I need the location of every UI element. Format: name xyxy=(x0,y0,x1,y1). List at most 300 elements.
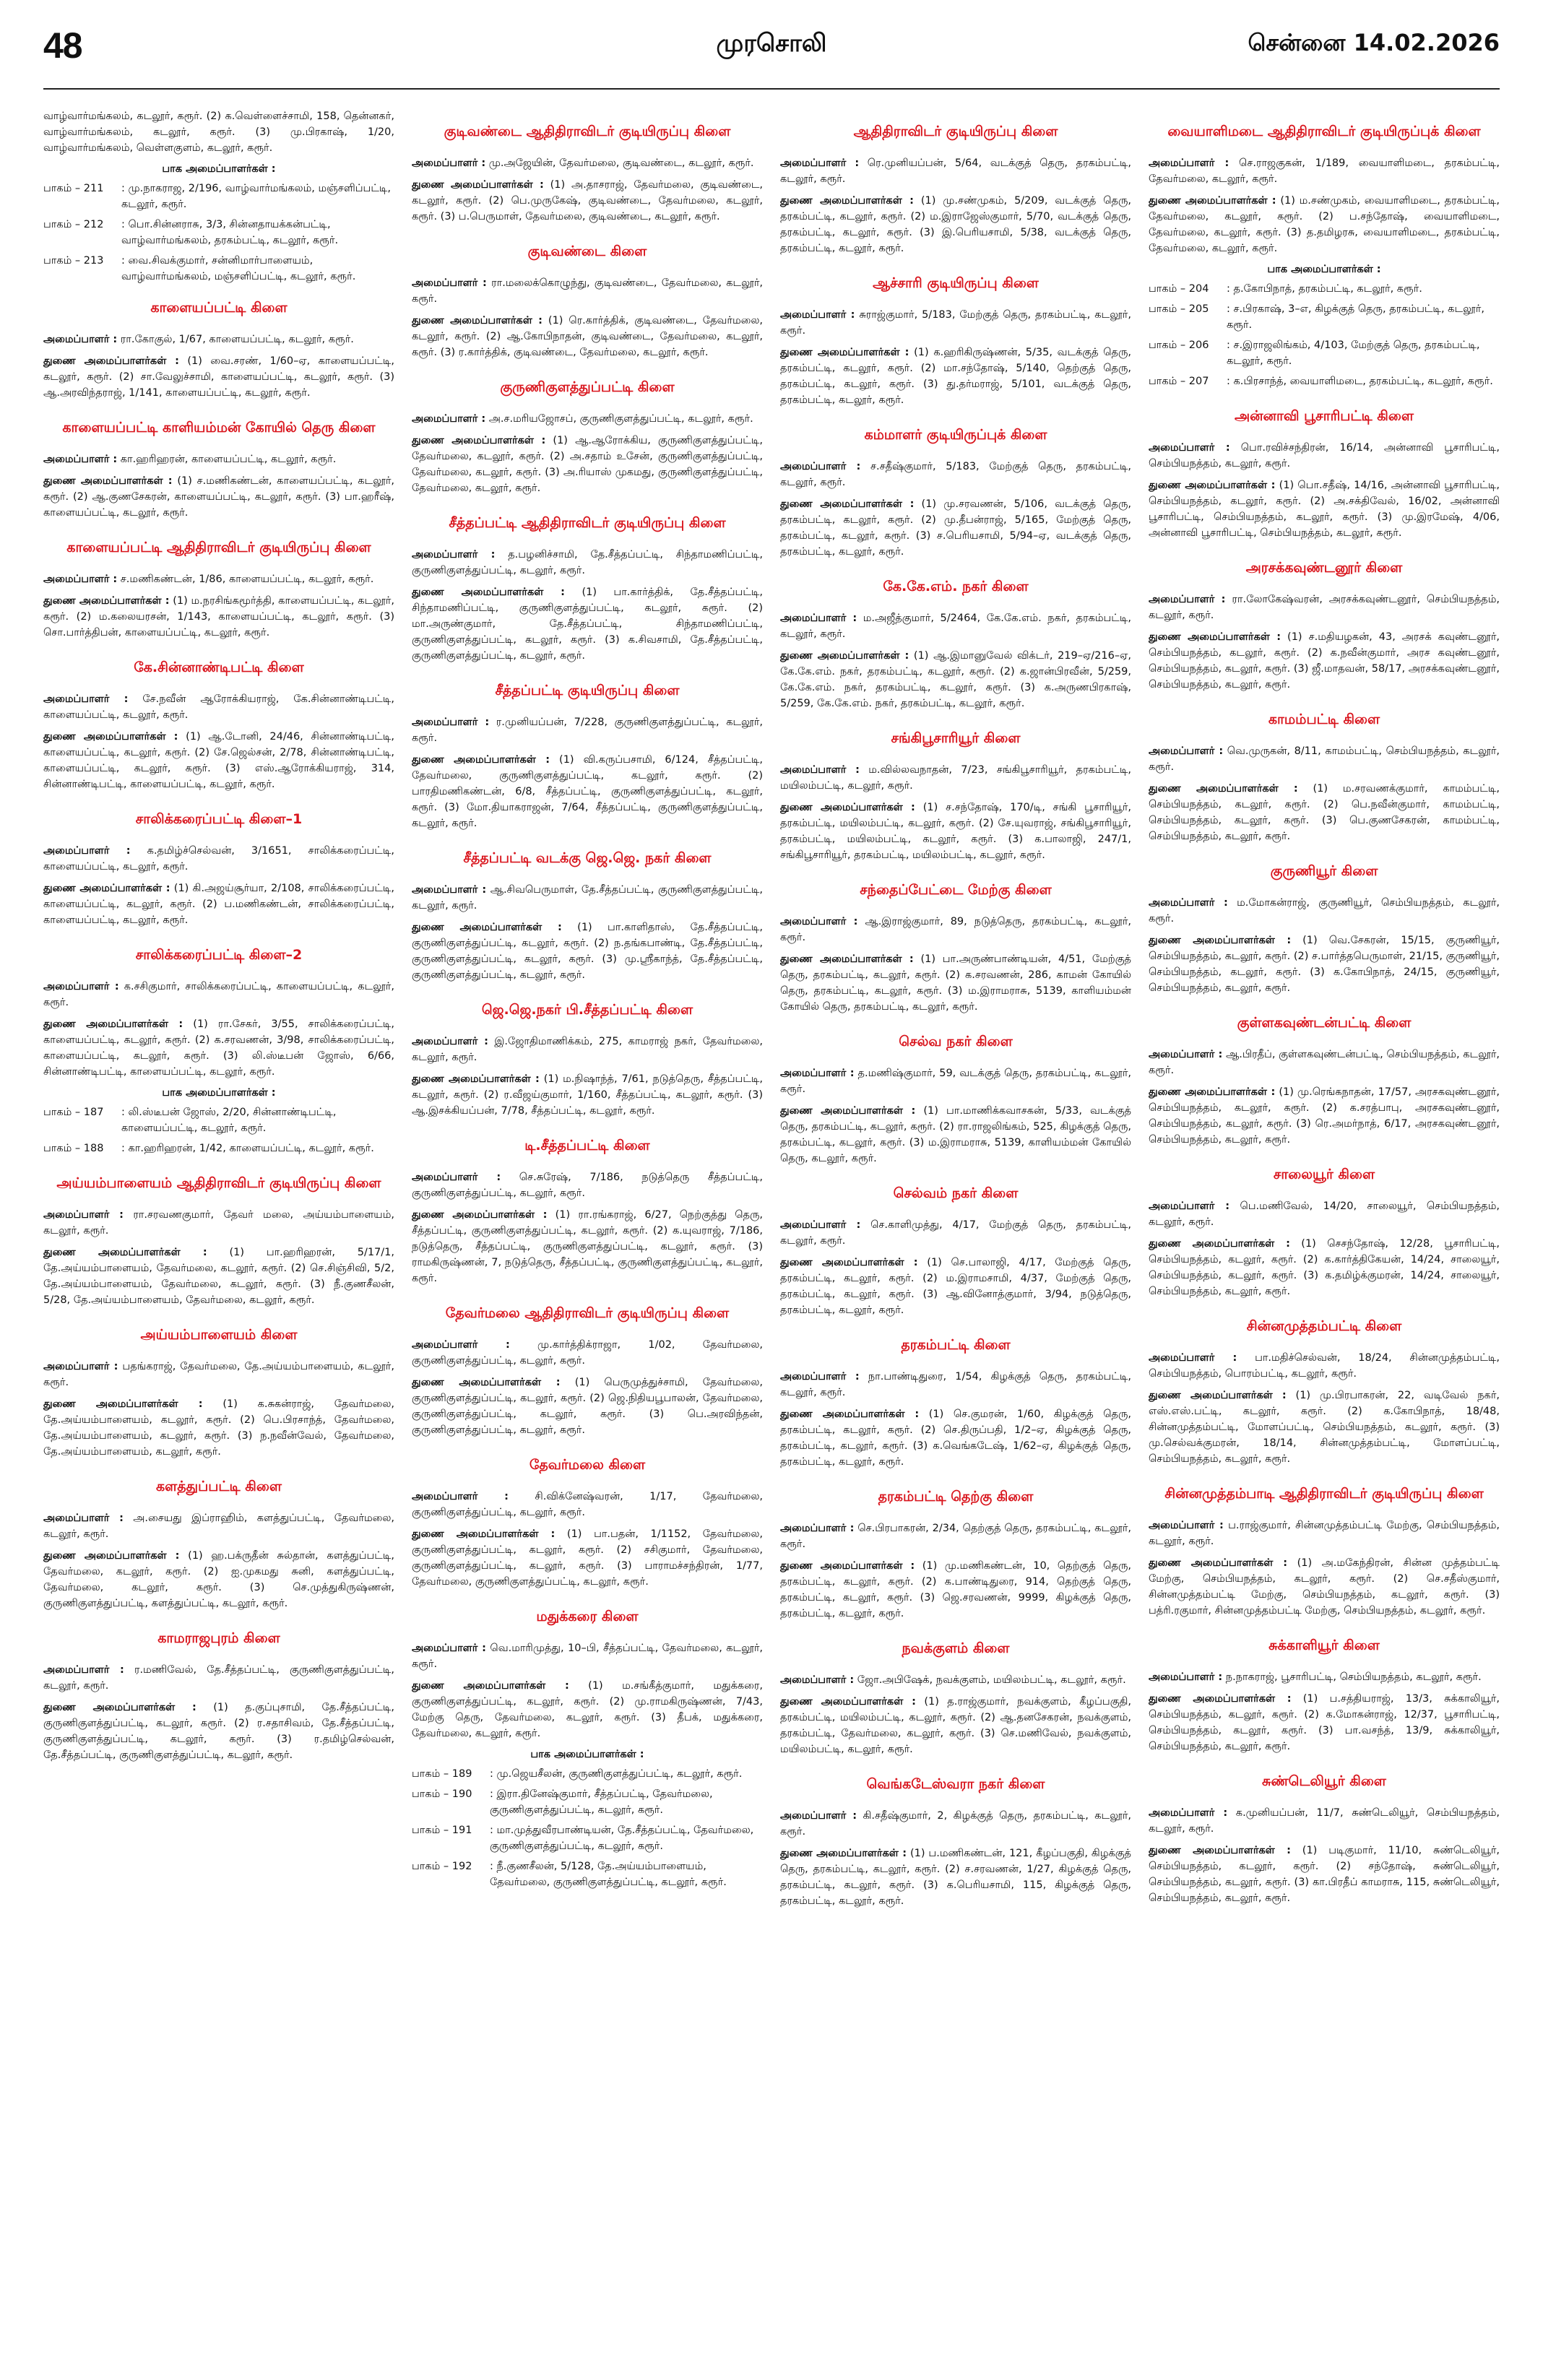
office-bearer-role: அமைப்பாளர் : xyxy=(43,454,118,465)
office-bearer-entry xyxy=(43,451,394,467)
booth-organiser-details: : கா.ஹரிஹரன், 1/42, காளையப்பட்டி, கடலூர், கரூர். xyxy=(121,1143,374,1154)
branch-section xyxy=(412,1000,763,1119)
office-bearer-role: அமைப்பாளர் : xyxy=(43,845,131,857)
office-bearer-role: துணை அமைப்பாளர்கள் : xyxy=(1149,935,1292,946)
branch-heading: சங்கிபூசாரியூர் கிளை xyxy=(891,730,1021,746)
office-bearer-entry xyxy=(412,1169,763,1201)
office-bearer-details: (1) த.குப்புசாமி, தே.சீத்தப்பட்டி, குருணிகுளத்துப்பட்டி, கடலூர், கரூர். (2) ர.சதாசிவம், தே.சீத்தப்பட்டி, குருணிகுளத்துப்பட்டி, கடலூர், கரூர். (3) ர.தமிழ்செல்வன், தே.சீத்தப்பட்டி, குருணிகுளத்துப்பட்டி, கடலூர், கரூர். xyxy=(43,1702,394,1761)
branch-heading: வையாளிமடை ஆதிதிராவிடர் குடியிருப்புக் கிளை xyxy=(1167,124,1481,139)
office-bearer-details: (1) ஹ.பக்ருதீன் சுல்தான், களத்துப்பட்டி, தேவர்மலை, கடலூர், கரூர். (2) ஐ.முகமது சுனி, களத்துப்பட்டி, தேவர்மலை, கடலூர், கரூர். (3) செ.முத்துகிருஷ்ணன், குருணிகுளத்துப்பட்டி, களத்துப்பட்டி, கடலூர், கரூர். xyxy=(43,1550,394,1609)
office-bearer-details: நா.பாண்டிதுரை, 1/54, கிழக்குத் தெரு, தரகம்பட்டி, கடலூர், கரூர். xyxy=(780,1371,1131,1398)
branch-heading: காமராஜபுரம் கிளை xyxy=(157,1630,280,1646)
office-bearer-role: துணை அமைப்பாளர்கள் : xyxy=(1149,1845,1291,1856)
booth-organiser xyxy=(412,1786,763,1818)
office-bearer-details: (1) அ.தாசராஜ், தேவர்மலை, குடிவண்டை, கடலூர், கரூர். (2) பெ.முருகேஷ், குடிவண்டை, தேவர்மலை, கடலூர், கரூர். (3) ப.பெருமாள், தேவர்மலை, குடிவண்டை, கடலூர், கரூர். xyxy=(412,179,763,222)
office-bearer-role: அமைப்பாளர் : xyxy=(1149,745,1224,757)
branch-heading: சின்னமுத்தம்பட்டி கிளை xyxy=(1246,1318,1402,1334)
office-bearer-role: துணை அமைப்பாளர்கள் : xyxy=(43,1702,196,1713)
office-bearer-details: மு.கார்த்திக்ராஜா, 1/02, தேவர்மலை, குருணிகுளத்துப்பட்டி, கடலூர், கரூர். xyxy=(412,1339,763,1367)
booth-number: பாகம் – 211 xyxy=(43,183,104,194)
office-bearer-details: (1) ஆ.டோனி, 24/46, சின்னாண்டிபட்டி, காளையப்பட்டி, கடலூர், கரூர். (2) சே.ஜெல்சன், 2/78, சின்னாண்டிபட்டி, காளையப்பட்டி, கடலூர், கரூர். (3) எஸ்.ஆரோக்கியராஜ், 314, சின்னாண்டிபட்டி, காளையப்பட்டி, கடலூர், கரூர். xyxy=(43,731,394,790)
booth-organiser-details: : இரா.தினேஷ்குமார், சீத்தப்பட்டி, தேவர்மலை, குருணிகுளத்துப்பட்டி, கடலூர், கரூர். xyxy=(490,1788,713,1816)
office-bearer-details: ஆ.இராஜ்குமார், 89, நடுத்தெரு, தரகம்பட்டி, கடலூர், கரூர். xyxy=(780,916,1131,943)
branch-heading: குள்ளகவுண்டன்பட்டி கிளை xyxy=(1237,1015,1412,1031)
office-bearer-entry xyxy=(780,800,1131,863)
branch-heading: சீத்தப்பட்டி ஆதிதிராவிடர் குடியிருப்பு கிளை xyxy=(449,515,726,531)
office-bearer-details: (1) பெருமுத்துச்சாமி, தேவர்மலை, குருணிகுளத்துப்பட்டி, கடலூர், கரூர். (2) ஜெ.நிதியபூபாலன், தேவர்மலை, குருணிகுளத்துப்பட்டி, கடலூர், கரூர். (3) பெ.அரவிந்தன், குருணிகுளத்துப்பட்டி, கடலூர், கரூர். xyxy=(412,1377,763,1436)
office-bearer-entry xyxy=(43,1662,394,1694)
office-bearer-role: அமைப்பாளர் : xyxy=(43,1361,118,1372)
office-bearer-details: (1) பா.ஹரிஹரன், 5/17/1, தே.அய்யம்பாளையம், தேவர்மலை, கடலூர், கரூர். (2) செ.சிஞ்சிவி, 5/2, தே.அய்யம்பாளையம், தேவர்மலை, கடலூர், கரூர். (3) நீ.குணசீலன், 5/28, தே.அய்யம்பாளையம், தேவர்மலை, கடலூர், கரூர். xyxy=(43,1247,394,1306)
branch-heading: செல்வ நகர் கிளை xyxy=(899,1034,1013,1050)
branch-heading: ஆதிதிராவிடர் குடியிருப்பு கிளை xyxy=(853,124,1058,139)
office-bearer-entry xyxy=(780,951,1131,1015)
branch-section xyxy=(780,122,1131,256)
office-bearer-role: அமைப்பாளர் : xyxy=(1149,1807,1228,1819)
booth-organiser-details: : மு.நாகராஜ, 2/196, வாழ்வார்மங்கலம், மஞ்சளிப்பட்டி, கடலூர், கரூர். xyxy=(121,183,392,210)
branch-heading: சுண்டெலியூர் கிளை xyxy=(1262,1773,1386,1789)
branch-heading: சீத்தப்பட்டி குடியிருப்பு கிளை xyxy=(495,683,680,698)
booth-organiser-details: : லி.ஸ்டீபன் ஜோஸ், 2/20, சின்னாண்டிபட்டி, காளையப்பட்டி, கடலூர், கரூர். xyxy=(121,1107,337,1134)
branch-section xyxy=(412,242,763,360)
office-bearer-entry xyxy=(1149,1198,1500,1230)
office-bearer-entry xyxy=(1149,1388,1500,1467)
office-bearer-entry xyxy=(780,1520,1131,1552)
office-bearer-details: பொ.ரவிச்சந்திரன், 16/14, அன்னாவி பூசாரிபட்டி, செம்பியநத்தம், கடலூர், கரூர். xyxy=(1149,442,1500,469)
booth-number: பாகம் – 207 xyxy=(1149,376,1209,387)
office-bearer-role: அமைப்பாளர் : xyxy=(1149,1671,1223,1683)
branch-section xyxy=(43,945,394,1156)
booth-number: பாகம் – 192 xyxy=(412,1861,472,1872)
office-bearer-entry xyxy=(1149,1805,1500,1837)
office-bearer-details: (1) ச.சந்தோஷ், 170/டி, சங்கி பூசாரியூர், தரகம்பட்டி, மயிலம்பட்டி, கடலூர், கரூர். (2) சே.யுவராஜ், சங்கிபூசாரியூர், தரகம்பட்டி, மயிலம்பட்டி, கடலூர், கரூர். (3) க.பாலாஜி, 247/1, சங்கிபூசாரியூர், தரகம்பட்டி, மயிலம்பட்டி, கடலூர், கரூர். xyxy=(780,802,1131,861)
branch-heading: டி.சீத்தப்பட்டி கிளை xyxy=(524,1138,650,1154)
branch-section xyxy=(412,122,763,225)
office-bearer-role: துணை அமைப்பாளர்கள் : xyxy=(780,1257,918,1268)
office-bearer-entry xyxy=(1149,1669,1500,1685)
branch-section xyxy=(780,1336,1131,1470)
office-bearer-entry xyxy=(1149,781,1500,844)
office-bearer-role: துணை அமைப்பாளர்கள் : xyxy=(1149,631,1281,643)
office-bearer-entry xyxy=(1149,1691,1500,1754)
office-bearer-details: ந.நாகராஜ், பூசாரிபட்டி, செம்பியநத்தம், கடலூர், கரூர். xyxy=(1225,1671,1482,1683)
branch-heading: குடிவண்டை ஆதிதிராவிடர் குடியிருப்பு கிளை xyxy=(444,124,731,139)
office-bearer-entry xyxy=(43,1207,394,1239)
office-bearer-details: க.தமிழ்ச்செல்வன், 3/1651, சாலிக்கரைப்பட்டி, காளையப்பட்டி, கடலூர், கரூர். xyxy=(43,845,394,873)
office-bearer-entry xyxy=(780,193,1131,256)
branch-section xyxy=(780,1639,1131,1757)
office-bearer-details: (1) கி.அஜய்சூர்யா, 2/108, சாலிக்கரைப்பட்டி, காளையப்பட்டி, கடலூர், கரூர். (2) ப.மணிகண்டன், சாலிக்கரைப்பட்டி, காளையப்பட்டி, கடலூர், கரூர். xyxy=(43,883,394,926)
office-bearer-role: அமைப்பாளர் : xyxy=(412,1491,509,1502)
branch-heading: காளையப்பட்டி காளியம்மன் கோயில் தெரு கிளை xyxy=(62,420,376,436)
office-bearer-role: துணை அமைப்பாளர்கள் : xyxy=(43,1018,183,1030)
office-bearer-details: (1) மு.சரவணன், 5/106, வடக்குத் தெரு, தரகம்பட்டி, கடலூர், கரூர். (2) மு.தீபன்ராஜ், 5/165, மேற்குத் தெரு, தரகம்பட்டி, கடலூர், கரூர். (3) ச.பெரியசாமி, 5/94–ஏ, வடக்குத் தெரு, தரகம்பட்டி, கடலூர், கரூர். xyxy=(780,498,1131,558)
office-bearer-role: அமைப்பாளர் : xyxy=(780,1810,857,1822)
office-bearer-entry xyxy=(780,610,1131,642)
booth-number: பாகம் – 204 xyxy=(1149,283,1209,295)
office-bearer-entry xyxy=(43,979,394,1011)
office-bearer-details: (1) ரெ.கார்த்திக், குடிவண்டை, தேவர்மலை, கடலூர், கரூர். (2) ஆ.கோபிநாதன், குடிவண்டை, தேவர்மலை, கடலூர், கரூர். (3) ர.கார்த்திக், குடிவண்டை, தேவர்மலை, கடலூர், கரூர். xyxy=(412,315,763,358)
office-bearer-details: ரா.லோகேஷ்வரன், அரசக்கவுண்டனூர், செம்பியநத்தம், கடலூர், கரூர். xyxy=(1149,594,1500,621)
branch-heading: அன்னாவி பூசாரிபட்டி கிளை xyxy=(1234,408,1414,424)
office-bearer-details: க.முனியப்பன், 11/7, சுண்டெலியூர், செம்பியநத்தம், கடலூர், கரூர். xyxy=(1149,1807,1500,1835)
office-bearer-entry xyxy=(780,307,1131,339)
office-bearer-role: அமைப்பாளர் : xyxy=(780,1523,855,1534)
office-bearer-entry xyxy=(780,1255,1131,1318)
office-bearer-entry xyxy=(1149,155,1500,187)
branch-section xyxy=(412,1136,763,1286)
office-bearer-role: துணை அமைப்பாளர்கள் : xyxy=(780,1560,915,1572)
office-bearer-details: (1) மு.ரெங்கநாதன், 17/57, அரசகவுண்டனூர், செம்பியநத்தம், கடலூர், கரூர். (2) க.சரத்பாபு, அரசகவுண்டனூர், செம்பியநத்தம், கடலூர், கரூர். (3) ரெ.அமர்நாத், 6/17, அரசகவுண்டனூர், செம்பியநத்தம், கடலூர், கரூர். xyxy=(1149,1086,1500,1146)
branch-heading: காமம்பட்டி கிளை xyxy=(1268,711,1380,727)
office-bearer-entry xyxy=(412,714,763,746)
office-bearer-details: ம.மோகன்ராஜ், குருணியூர், செம்பியநத்தம், கடலூர், கரூர். xyxy=(1149,897,1500,925)
office-bearer-entry xyxy=(780,1808,1131,1840)
branch-section xyxy=(780,1775,1131,1909)
office-bearer-entry xyxy=(780,345,1131,408)
office-bearer-role: துணை அமைப்பாளர்கள் : xyxy=(43,883,170,894)
office-bearer-entry xyxy=(780,1217,1131,1249)
office-bearer-details: (1) பொ.சதீஷ், 14/16, அன்னாவி பூசாரிபட்டி, செம்பியநத்தம், கடலூர், கரூர். (2) அ.சக்திவேல், 16/02, அன்னாவி பூசாரிபட்டி, செம்பியநத்தம், கடலூர், கரூர். (3) மு.இரமேஷ், 4/06, அன்னாவி பூசாரிபட்டி, செம்பியநத்தம், கடலூர், கரூர். xyxy=(1149,480,1500,539)
branch-section xyxy=(780,1487,1131,1622)
booth-organiser-details: : மு.ஜெயசீலன், குருணிகுளத்துப்பட்டி, கடலூர், கரூர். xyxy=(490,1768,743,1780)
branch-section xyxy=(412,1607,763,1890)
office-bearer-details: வெ.முருகன், 8/11, காமம்பட்டி, செம்பியநத்தம், கடலூர், கரூர். xyxy=(1149,745,1500,773)
office-bearer-role: துணை அமைப்பாளர்கள் : xyxy=(43,731,178,743)
branch-section xyxy=(1149,1772,1500,1906)
office-bearer-role: துணை அமைப்பாளர்கள் : xyxy=(412,1073,540,1085)
branch-section xyxy=(43,1629,394,1763)
office-bearer-entry xyxy=(43,473,394,521)
office-bearer-entry xyxy=(412,882,763,914)
office-bearer-entry xyxy=(780,155,1131,187)
office-bearer-details: (1) மு.சண்முகம், 5/209, வடக்குத் தெரு, தரகம்பட்டி, கடலூர், கரூர். (2) ம.இராஜேஸ்குமார், 5/70, வடக்குத் தெரு, தரகம்பட்டி, கடலூர், கரூர். (3) இ.பெரியசாமி, 5/38, வடக்குத் தெரு, தரகம்பட்டி, கடலூர், கரூர். xyxy=(780,195,1131,254)
column-1 xyxy=(43,108,394,2362)
office-bearer-entry xyxy=(1149,1236,1500,1299)
office-bearer-details: (1) ம.சண்முகம், வையாளிமடை, தரகம்பட்டி, தேவர்மலை, கடலூர், கரூர். (2) ப.சந்தோஷ், வையாளிமடை, தேவர்மலை, கடலூர், கரூர். (3) த.தமிழரசு, வையாளிமடை, தரகம்பட்டி, தேவர்மலை, கடலூர், கரூர். xyxy=(1149,195,1500,254)
booth-organiser xyxy=(43,1141,394,1156)
office-bearer-details: (1) செ.பாலாஜி, 4/17, மேற்குத் தெரு, தரகம்பட்டி, கடலூர், கரூர். (2) ம.இராமசாமி, 4/37, மேற்குத் தெரு, தரகம்பட்டி, கடலூர், கரூர். (3) ஆ.வினோத்குமார், 3/94, நடுத்தெரு, தரகம்பட்டி, கடலூர், கரூர். xyxy=(780,1257,1131,1316)
office-bearer-details: ம.அஜீத்குமார், 5/2464, கே.கே.எம். நகர், தரகம்பட்டி, கடலூர், கரூர். xyxy=(780,613,1131,640)
office-bearer-entry xyxy=(780,1103,1131,1167)
branch-heading: அய்யம்பாளையம் கிளை xyxy=(140,1327,298,1343)
branch-section xyxy=(780,1032,1131,1167)
office-bearer-entry xyxy=(1149,592,1500,623)
office-bearer-details: ர.முனியப்பன், 7/228, குருணிகுளத்துப்பட்டி, கடலூர், கரூர். xyxy=(412,717,763,744)
office-bearer-entry xyxy=(1149,440,1500,472)
office-bearer-role: துணை அமைப்பாளர்கள் : xyxy=(43,595,170,607)
office-bearer-role: அமைப்பாளர் : xyxy=(412,1036,488,1047)
office-bearer-entry xyxy=(780,496,1131,560)
booth-organiser-details: : ச.இராஜலிங்கம், 4/103, மேற்குத் தெரு, தரகம்பட்டி, கடலூர், கரூர். xyxy=(1227,339,1480,367)
office-bearer-role: அமைப்பாளர் : xyxy=(1149,897,1228,909)
booth-organiser xyxy=(1149,281,1500,297)
office-bearer-details: பா.மதிச்செல்வன், 18/24, சின்னமுத்தம்பட்டி, செம்பியநத்தம், பொரம்பட்டி, கடலூர், கரூர். xyxy=(1149,1352,1500,1380)
office-bearer-role: அமைப்பாளர் : xyxy=(780,1219,861,1231)
office-bearer-details: (1) மு.பிரபாகரன், 22, வடிவேல் நகர், எஸ்.எஸ்.பட்டி, கடலூர், கரூர். (2) க.கோபிநாத், 18/48, சின்னமுத்தம்பட்டி, மோளப்பட்டி, செம்பியநத்தம், கடலூர், கரூர். (3) மு.செல்வக்குமரன், 18/14, சின்னமுத்தம்பட்டி, மோளப்பட்டி, செம்பியநத்தம், கடலூர், கரூர். xyxy=(1149,1390,1500,1465)
office-bearer-entry xyxy=(1149,1084,1500,1148)
masthead-rule xyxy=(43,88,1500,90)
office-bearer-details: (1) ரா.சேகர், 3/55, சாலிக்கரைப்பட்டி, காளையப்பட்டி, கடலூர், கரூர். (2) க.சரவணன், 3/98, சாலிக்கரைப்பட்டி, காளையப்பட்டி, கடலூர், கரூர். (3) லி.ஸ்டீபன் ஜோஸ், 6/66, சின்னாண்டிபட்டி, காளையப்பட்டி, கடலூர், கரூர். xyxy=(43,1018,394,1078)
booth-number: பாகம் – 206 xyxy=(1149,339,1209,351)
office-bearer-entry xyxy=(412,1678,763,1741)
office-bearer-details: த.பழனிச்சாமி, தே.சீத்தப்பட்டி, சிந்தாமணிப்பட்டி, குருணிகுளத்துப்பட்டி, கடலூர், கரூர். xyxy=(412,549,763,576)
office-bearer-role: துணை அமைப்பாளர்கள் : xyxy=(412,587,565,598)
office-bearer-entry xyxy=(43,1700,394,1763)
booth-organisers-heading: பாக அமைப்பாளர்கள் : xyxy=(530,1749,644,1760)
column-3 xyxy=(780,108,1131,2362)
office-bearer-role: துணை அமைப்பாளர்கள் : xyxy=(1149,1390,1287,1401)
branch-section xyxy=(412,514,763,664)
office-bearer-role: அமைப்பாளர் : xyxy=(43,334,118,345)
booth-organiser xyxy=(1149,301,1500,333)
office-bearer-details: த.மணிஷ்குமார், 59, வடக்குத் தெரு, தரகம்பட்டி, கடலூர், கரூர். xyxy=(780,1068,1131,1095)
office-bearer-role: துணை அமைப்பாளர்கள் : xyxy=(1149,1557,1288,1569)
branch-heading: சுக்காளியூர் கிளை xyxy=(1268,1637,1380,1653)
office-bearer-entry xyxy=(1149,743,1500,775)
office-bearer-entry xyxy=(780,762,1131,794)
office-bearer-role: துணை அமைப்பாளர்கள் : xyxy=(412,1528,556,1540)
booth-organiser-details: : மா.முத்துவீரபாண்டியன், தே.சீத்தப்பட்டி, தேவர்மலை, குருணிகுளத்துப்பட்டி, கடலூர், கரூர். xyxy=(490,1825,754,1852)
booth-number: பாகம் – 213 xyxy=(43,255,104,267)
office-bearer-role: துணை அமைப்பாளர்கள் : xyxy=(1149,1086,1276,1098)
newspaper-name: முரசொலி xyxy=(716,29,827,58)
office-bearer-role: துணை அமைப்பாளர்கள் : xyxy=(780,195,914,207)
office-bearer-entry xyxy=(43,332,394,347)
booth-organiser-details: : த.கோபிநாத், தரகம்பட்டி, கடலூர், கரூர். xyxy=(1227,283,1422,295)
office-bearer-role: அமைப்பாளர் : xyxy=(412,1339,510,1351)
booth-organiser xyxy=(43,217,394,248)
office-bearer-entry xyxy=(780,1845,1131,1909)
office-bearer-details: (1) படிகுமார், 11/10, சுண்டெலியூர், செம்பியநத்தம், கடலூர், கரூர். (2) சந்தோஷ், சுண்டெலியூர், செம்பியநத்தம், கடலூர், கரூர். (3) கா.பிரதீப் காமராசு, 115, சுண்டெலியூர், செம்பியநத்தம், கடலூர், கரூர். xyxy=(1149,1845,1500,1904)
office-bearer-role: அமைப்பாளர் : xyxy=(412,157,486,169)
branch-heading: நவக்குளம் கிளை xyxy=(902,1640,1010,1656)
office-bearer-role: துணை அமைப்பாளர்கள் : xyxy=(1149,783,1298,795)
booth-organiser xyxy=(412,1766,763,1782)
booth-organiser xyxy=(412,1858,763,1890)
office-bearer-entry xyxy=(1149,1350,1500,1382)
office-bearer-role: அமைப்பாளர் : xyxy=(780,916,858,927)
booth-number: பாகம் – 187 xyxy=(43,1107,104,1118)
branch-section xyxy=(43,418,394,521)
branch-heading: தரகம்பட்டி கிளை xyxy=(901,1337,1011,1353)
office-bearer-entry xyxy=(43,593,394,641)
branch-section xyxy=(1149,1317,1500,1467)
office-bearer-role: அமைப்பாளர் : xyxy=(780,461,861,472)
office-bearer-details: (1) ப.மணிகண்டன், 121, கீழப்பகுதி, கிழக்குத் தெரு, தரகம்பட்டி, கடலூர், கரூர். (2) ச.சரவணன், 1/27, கிழக்குத் தெரு, தரகம்பட்டி, கடலூர், கரூர். (3) க.பெரியசாமி, 115, கிழக்குத் தெரு, தரகம்பட்டி, கடலூர், கரூர். xyxy=(780,1848,1131,1907)
office-bearer-details: (1) பா.காளிதாஸ், தே.சீத்தப்பட்டி, குருணிகுளத்துப்பட்டி, கடலூர், கரூர். (2) ந.தங்கபாண்டி, தே.சீத்தப்பட்டி, குருணிகுளத்துப்பட்டி, கடலூர், கரூர். (3) மு.ஸ்ரீகாந்த், தே.சீத்தப்பட்டி, குருணிகுளத்துப்பட்டி, கடலூர், கரூர். xyxy=(412,922,763,981)
branch-heading: ஆச்சாரி குடியிருப்பு கிளை xyxy=(873,275,1039,291)
office-bearer-role: துணை அமைப்பாளர்கள் : xyxy=(780,347,909,358)
office-bearer-role: அமைப்பாளர் : xyxy=(1149,594,1226,605)
branch-section xyxy=(1149,1636,1500,1754)
branch-section xyxy=(1149,558,1500,693)
office-bearer-role: அமைப்பாளர் : xyxy=(43,1664,124,1676)
office-bearer-role: அமைப்பாளர் : xyxy=(1149,1200,1230,1212)
booth-number: பாகம் – 190 xyxy=(412,1788,472,1800)
office-bearer-details: கா.ஹரிஹரன், காளையப்பட்டி, கடலூர், கரூர். xyxy=(120,454,337,465)
office-bearer-entry xyxy=(412,1207,763,1286)
office-bearer-entry xyxy=(1149,629,1500,693)
article-columns xyxy=(43,108,1500,2362)
office-bearer-entry xyxy=(43,1245,394,1308)
branch-section xyxy=(412,1455,763,1590)
office-bearer-entry xyxy=(412,1489,763,1520)
booth-organiser-details: : ச.பிரகாஷ், 3–எ, கிழக்குத் தெரு, தரகம்பட்டி, கடலூர், கரூர். xyxy=(1227,303,1484,331)
office-bearer-entry xyxy=(412,1337,763,1369)
office-bearer-entry xyxy=(412,919,763,983)
office-bearer-role: துணை அமைப்பாளர்கள் : xyxy=(412,435,546,446)
office-bearer-entry xyxy=(412,1526,763,1590)
branch-heading: ஜெ.ஜெ.நகர் பி.சீத்தப்பட்டி கிளை xyxy=(481,1002,693,1018)
office-bearer-details: ஆ.பிரதீப், குள்ளகவுண்டன்பட்டி, செம்பியநத்தம், கடலூர், கரூர். xyxy=(1149,1049,1500,1076)
office-bearer-role: அமைப்பாளர் : xyxy=(1149,1049,1223,1060)
branch-section xyxy=(1149,1165,1500,1299)
office-bearer-entry xyxy=(1149,1047,1500,1078)
office-bearer-role: துணை அமைப்பாளர்கள் : xyxy=(780,1848,907,1859)
branch-section xyxy=(412,681,763,831)
office-bearer-role: துணை அமைப்பாளர்கள் : xyxy=(780,1696,916,1708)
office-bearer-details: (1) ச.மதியழகன், 43, அரசக் கவுண்டனூர், செம்பியநத்தம், கடலூர், கரூர். (2) க.நவீன்குமார், அரச கவுண்டனூர், செம்பியநத்தம், கடலூர், கரூர். (3) ஜீ.மாதவன், 58/17, அரசக்கவுண்டனூர், செம்பியநத்தம், கடலூர், கரூர். xyxy=(1149,631,1500,691)
office-bearer-entry xyxy=(412,177,763,225)
office-bearer-details: (1) செ.குமரன், 1/60, கிழக்குத் தெரு, தரகம்பட்டி, கடலூர், கரூர். (2) செ.திருப்பதி, 1/2–ஏ, கிழக்குத் தெரு, தரகம்பட்டி, கடலூர், கரூர். (3) க.வெங்கடேஷ், 1/62–ஏ, கிழக்குத் தெரு, தரகம்பட்டி, கடலூர், கரூர். xyxy=(780,1408,1131,1468)
office-bearer-details: (1) க.சுகன்ராஜ், தேவர்மலை, தே.அய்யம்பாளையம், கடலூர், கரூர். (2) பெ.பிரசாந்த், தேவர்மலை, தே.அய்யம்பாளையம், கடலூர், கரூர். (3) ந.நவீன்வேல், தேவர்மலை, தே.அய்யம்பாளையம், கடலூர், கரூர். xyxy=(43,1398,394,1458)
office-bearer-role: துணை அமைப்பாளர்கள் : xyxy=(412,1377,561,1388)
office-bearer-entry xyxy=(43,691,394,723)
office-bearer-role: அமைப்பாளர் : xyxy=(1149,1352,1237,1364)
office-bearer-role: அமைப்பாளர் : xyxy=(412,1643,486,1654)
office-bearer-details: பெ.மணிவேல், 14/20, சாலையூர், செம்பியநத்தம், கடலூர், கரூர். xyxy=(1149,1200,1500,1228)
office-bearer-entry xyxy=(412,411,763,427)
branch-section xyxy=(1149,122,1500,389)
office-bearer-entry xyxy=(412,1034,763,1065)
branch-heading: மதுக்கரை கிளை xyxy=(536,1609,639,1624)
branch-heading: காளையப்பட்டி கிளை xyxy=(150,300,288,316)
office-bearer-entry xyxy=(780,1672,1131,1688)
office-bearer-entry xyxy=(780,1694,1131,1757)
office-bearer-details: சி.விக்னேஷ்வரன், 1/17, தேவர்மலை, குருணிகுளத்துப்பட்டி, கடலூர், கரூர். xyxy=(412,1491,763,1518)
office-bearer-details: இ.ஜோதிமாணிக்கம், 275, காமராஜ் நகர், தேவர்மலை, கடலூர், கரூர். xyxy=(412,1036,763,1063)
office-bearer-role: துணை அமைப்பாளர்கள் : xyxy=(43,1247,207,1258)
booth-organiser xyxy=(412,1822,763,1854)
branch-section xyxy=(43,1477,394,1611)
office-bearer-entry xyxy=(412,155,763,171)
masthead xyxy=(43,20,1500,85)
office-bearer-entry xyxy=(780,1065,1131,1097)
office-bearer-entry xyxy=(1149,477,1500,541)
office-bearer-details: (1) ம.சங்கீத்குமார், மதுக்கரை, குருணிகுளத்துப்பட்டி, கடலூர், கரூர். (2) மு.ராமகிருஷ்ணன், 7/43, மேற்கு தெரு, தேவர்மலை, கடலூர், கரூர். (3) தீபக், மதுக்கரை, தேவர்மலை, கடலூர், கரூர். xyxy=(412,1680,763,1739)
booth-organiser-details: : க.பிரசாந்த், வையாளிமடை, தரகம்பட்டி, கடலூர், கரூர். xyxy=(1227,376,1493,387)
branch-section xyxy=(43,810,394,928)
branch-section xyxy=(43,538,394,641)
office-bearer-entry xyxy=(1149,932,1500,996)
booth-organiser xyxy=(43,253,394,285)
office-bearer-role: அமைப்பாளர் : xyxy=(412,549,496,561)
office-bearer-role: அமைப்பாளர் : xyxy=(43,981,119,992)
branch-heading: சாலிக்கரைப்பட்டி கிளை–2 xyxy=(135,947,303,963)
office-bearer-entry xyxy=(43,353,394,401)
continued-text: வாழ்வார்மங்கலம், கடலூர், கரூர். (2) க.வெள்ளைச்சாமி, 158, தென்னகர், வாழ்வார்மங்கலம், கடலூர், கரூர். (3) மு.பிரகாஷ், 1/20, வாழ்வார்மங்கலம், வெள்ளகுளம், கடலூர், கரூர். xyxy=(43,111,394,154)
booth-number: பாகம் – 188 xyxy=(43,1143,104,1154)
office-bearer-role: துணை அமைப்பாளர்கள் : xyxy=(412,754,550,766)
office-bearer-details: ஆ.சிவபெருமாள், தே.சீத்தப்பட்டி, குருணிகுளத்துப்பட்டி, கடலூர், கரூர். xyxy=(412,884,763,912)
branch-section xyxy=(780,274,1131,408)
office-bearer-details: (1) செசந்தோஷ், 12/28, பூசாரிபட்டி, செம்பியநத்தம், கடலூர், கரூர். (2) க.கார்த்திகேயன், 14/24, சாலையூர், செம்பியநத்தம், கடலூர், கரூர். (3) க.தமிழ்க்குமரன், 14/24, சாலையூர், செம்பியநத்தம், கடலூர், கரூர். xyxy=(1149,1238,1500,1297)
office-bearer-entry xyxy=(1149,895,1500,927)
office-bearer-role: அமைப்பாளர் : xyxy=(780,613,857,624)
office-bearer-role: துணை அமைப்பாளர்கள் : xyxy=(780,1105,916,1117)
office-bearer-role: துணை அமைப்பாளர்கள் : xyxy=(43,1398,203,1410)
column-2 xyxy=(412,108,763,2362)
office-bearer-role: அமைப்பாளர் : xyxy=(780,157,860,169)
office-bearer-details: (1) ம.நிஷாந்த், 7/61, நடுத்தெரு, சீத்தப்பட்டி, கடலூர், கரூர். (2) ர.வீஜய்குமார், 1/160, சீத்தப்பட்டி, கடலூர், கரூர். (3) ஆ.இசக்கியப்பன், 7/78, சீத்தப்பட்டி, கடலூர், கரூர். xyxy=(412,1073,763,1117)
office-bearer-entry xyxy=(1149,193,1500,256)
booth-organisers-heading: பாக அமைப்பாளர்கள் : xyxy=(162,163,276,175)
office-bearer-entry xyxy=(412,547,763,579)
office-bearer-details: ச.சதீஷ்குமார், 5/183, மேற்குத் தெரு, தரகம்பட்டி, கடலூர், கரூர். xyxy=(780,461,1131,488)
branch-heading: காளையப்பட்டி ஆதிதிராவிடர் குடியிருப்பு கிளை xyxy=(66,540,371,555)
office-bearer-details: சுராஜ்குமார், 5/183, மேற்குத் தெரு, தரகம்பட்டி, கடலூர், கரூர். xyxy=(780,309,1131,337)
office-bearer-entry xyxy=(43,1548,394,1611)
office-bearer-role: அமைப்பாளர் : xyxy=(43,1209,124,1221)
office-bearer-entry xyxy=(412,584,763,664)
office-bearer-details: ச.மணிகண்டன், 1/86, காளையப்பட்டி, கடலூர், கரூர். xyxy=(120,574,374,585)
office-bearer-details: (1) ஆ.ஆரோக்கிய, குருணிகுளத்துப்பட்டி, தேவர்மலை, கடலூர், கரூர். (2) அ.சதாம் உசேன், குருணிகுளத்துப்பட்டி, தேவர்மலை, கடலூர், கரூர். (3) அ.ரியாஸ் முகமது, குருணிகுளத்துப்பட்டி, தேவர்மலை, கடலூர், கரூர். xyxy=(412,435,763,494)
office-bearer-details: செ.ராஜகுகன், 1/189, வையாளிமடை, தரகம்பட்டி, தேவர்மலை, கடலூர், கரூர். xyxy=(1149,157,1500,185)
office-bearer-entry xyxy=(1149,1843,1500,1906)
office-bearer-role: அமைப்பாளர் : xyxy=(1149,442,1230,454)
branch-heading: அரசக்கவுண்டனூர் கிளை xyxy=(1245,560,1403,576)
office-bearer-entry xyxy=(780,459,1131,490)
office-bearer-role: துணை அமைப்பாளர்கள் : xyxy=(412,1209,548,1221)
office-bearer-details: (1) ஆ.இமானுவேல் விக்டர், 219–ஏ/216–ஏ, கே.கே.எம். நகர், தரகம்பட்டி, கடலூர், கரூர். (2) க.ஜான்பிரவீன், 5/259, கே.கே.எம். நகர், தரகம்பட்டி, கடலூர், கரூர். (3) க.அருணபிரகாஷ், 5/259, கே.கே.எம். நகர், தரகம்பட்டி, கடலூர், கரூர். xyxy=(780,650,1131,709)
branch-section xyxy=(43,1174,394,1308)
branch-section xyxy=(43,658,394,792)
branch-section xyxy=(43,1325,394,1460)
branch-section xyxy=(780,425,1131,560)
office-bearer-entry xyxy=(780,1558,1131,1622)
office-bearer-role: அமைப்பாளர் : xyxy=(43,693,129,705)
office-bearer-details: (1) மு.மணிகண்டன், 10, தெற்குத் தெரு, தரகம்பட்டி, கடலூர், கரூர். (2) க.பாண்டிதுரை, 914, தெற்குத் தெரு, தரகம்பட்டி, கடலூர், கரூர். (3) ஜெ.சரவணன், 9999, கிழக்குத் தெரு, தரகம்பட்டி, கடலூர், கரூர். xyxy=(780,1560,1131,1619)
office-bearer-details: (1) வை.சரண், 1/60–ஏ, காளையப்பட்டி, கடலூர், கரூர். (2) சா.வேலுச்சாமி, காளையப்பட்டி, கடலூர், கரூர். (3) ஆ.அரவிந்தராஜ், 1/141, காளையப்பட்டி, கடலூர், கரூர். xyxy=(43,355,394,399)
office-bearer-role: அமைப்பாளர் : xyxy=(43,1513,124,1524)
office-bearer-details: (1) பா.அருண்பாண்டியன், 4/51, மேற்குத் தெரு, தரகம்பட்டி, கடலூர், கரூர். (2) க.சரவணன், 286, காமன் கோயில் தெரு, தரகம்பட்டி, கடலூர், கரூர். (3) ம.இராமராசு, 5139, காளியம்மன் கோயில் தெரு, தரகம்பட்டி, கடலூர், கரூர். xyxy=(780,953,1131,1013)
office-bearer-entry xyxy=(780,1406,1131,1470)
office-bearer-role: துணை அமைப்பாளர்கள் : xyxy=(43,475,173,487)
column-4 xyxy=(1149,108,1500,2362)
branch-section xyxy=(1149,1013,1500,1148)
branch-section xyxy=(1149,407,1500,541)
office-bearer-entry xyxy=(412,433,763,496)
office-bearer-details: (1) க.ஹரிகிருஷ்ணன், 5/35, வடக்குத் தெரு, தரகம்பட்டி, கடலூர், கரூர். (2) மா.சந்தோஷ், 5/140, தெற்குத் தெரு, தரகம்பட்டி, கடலூர், கரூர். (3) து.தர்மராஜ், 5/101, வடக்குத் தெரு, தரகம்பட்டி, கடலூர், கரூர். xyxy=(780,347,1131,406)
branch-heading: தேவர்மலை கிளை xyxy=(529,1457,646,1473)
office-bearer-role: அமைப்பாளர் : xyxy=(1149,157,1229,169)
branch-section xyxy=(1149,710,1500,844)
booth-organisers-heading: பாக அமைப்பாளர்கள் : xyxy=(162,1087,276,1099)
office-bearer-details: அ.சையது இப்ராஹிம், களத்துப்பட்டி, தேவர்மலை, கடலூர், கரூர். xyxy=(43,1513,394,1540)
office-bearer-entry xyxy=(780,914,1131,945)
office-bearer-role: அமைப்பாளர் : xyxy=(412,413,486,425)
branch-section xyxy=(1149,862,1500,996)
office-bearer-role: துணை அமைப்பாளர்கள் : xyxy=(780,802,915,813)
office-bearer-details: அ.ச.மரியஜோசப், குருணிகுளத்துப்பட்டி, கடலூர், கரூர். xyxy=(488,413,753,425)
office-bearer-entry xyxy=(412,275,763,307)
office-bearer-entry xyxy=(1149,1518,1500,1549)
branch-heading: சீத்தப்பட்டி வடக்கு ஜெ.ஜெ. நகர் கிளை xyxy=(463,850,712,866)
page-number: 48 xyxy=(43,25,82,66)
booth-organiser xyxy=(43,1104,394,1136)
office-bearer-details: மு.அஜேயின், தேவர்மலை, குடிவண்டை, கடலூர், கரூர். xyxy=(488,157,754,169)
